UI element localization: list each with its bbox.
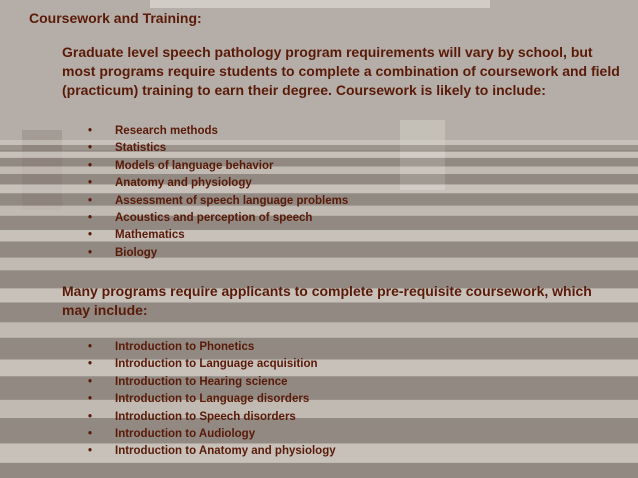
- bullet-icon: •: [88, 142, 93, 155]
- prerequisite-item-label: Introduction to Language disorders: [115, 393, 310, 406]
- bullet-icon: •: [88, 358, 93, 371]
- coursework-item-label: Statistics: [115, 142, 167, 155]
- coursework-list: [88, 123, 348, 262]
- prerequisite-item-label: Introduction to Hearing science: [115, 375, 288, 388]
- prerequisite-item-label: Introduction to Audiology: [115, 428, 256, 441]
- prerequisite-item: [88, 443, 336, 460]
- bullet-icon: •: [88, 125, 93, 137]
- bullet-icon: •: [88, 246, 93, 259]
- bullet-icon: •: [88, 428, 93, 441]
- coursework-item: [88, 193, 348, 210]
- bullet-icon: •: [88, 194, 93, 207]
- coursework-item: [88, 123, 348, 140]
- coursework-item: [88, 140, 348, 157]
- coursework-item-label: Models of language behavior: [115, 159, 274, 172]
- prerequisite-item-label: Introduction to Language acquisition: [115, 358, 318, 371]
- coursework-item-label: Anatomy and physiology: [115, 177, 252, 190]
- coursework-item-label: Assessment of speech language problems: [115, 194, 349, 207]
- prerequisite-item-label: Introduction to Speech disorders: [115, 410, 296, 423]
- bullet-icon: •: [88, 159, 93, 172]
- bullet-icon: •: [88, 410, 93, 423]
- bullet-icon: •: [88, 445, 93, 458]
- bullet-icon: •: [88, 212, 93, 225]
- prerequisite-item-label: Introduction to Phonetics: [115, 341, 255, 353]
- coursework-item: [88, 227, 348, 244]
- prerequisite-item: [88, 426, 336, 443]
- bullet-icon: •: [88, 229, 93, 242]
- bullet-icon: •: [88, 341, 93, 353]
- coursework-item: [88, 158, 348, 175]
- section-heading: Coursework and Training:: [29, 10, 202, 26]
- prerequisite-item: [88, 409, 336, 426]
- bullet-icon: •: [88, 375, 93, 388]
- coursework-item-label: Biology: [115, 246, 158, 259]
- prerequisite-item-label: Introduction to Anatomy and physiology: [115, 445, 336, 458]
- prerequisite-item: [88, 374, 336, 391]
- coursework-item-label: Research methods: [115, 125, 218, 137]
- prerequisite-item: [88, 356, 336, 373]
- prerequisite-item: [88, 339, 336, 356]
- bullet-icon: •: [88, 393, 93, 406]
- coursework-item: [88, 245, 348, 262]
- coursework-item: [88, 175, 348, 192]
- prerequisite-list: [88, 339, 336, 461]
- prerequisite-paragraph: Many programs require applicants to complete pre-requisite coursework, which may include:: [62, 283, 592, 318]
- coursework-item: [88, 210, 348, 227]
- coursework-item-label: Mathematics: [115, 229, 185, 242]
- intro-paragraph: Graduate level speech pathology program requirements will vary by school, but most programs require students to complete a combination of coursework and field (practicum) training to earn their degree. Coursework is likely to include:: [62, 44, 620, 98]
- prerequisite-item: [88, 391, 336, 408]
- coursework-item-label: Acoustics and perception of speech: [115, 212, 313, 225]
- bullet-icon: •: [88, 177, 93, 190]
